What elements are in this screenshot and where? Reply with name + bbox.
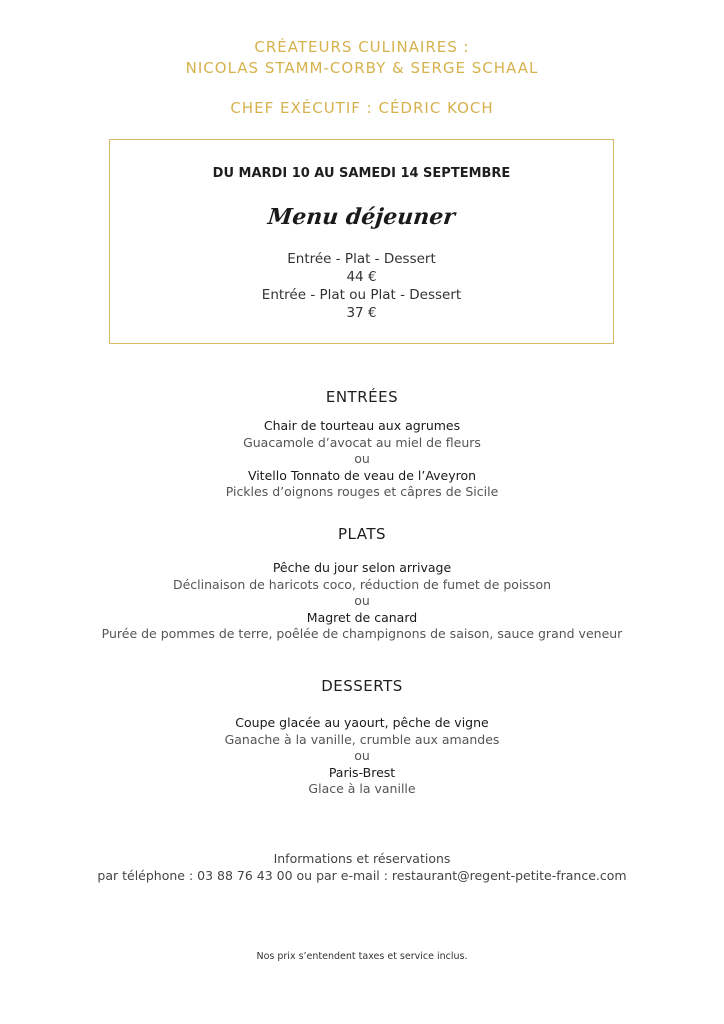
creators-names: NICOLAS STAMM-CORBY & SERGE SCHAAL bbox=[185, 59, 539, 77]
menu-dates: DU MARDI 10 AU SAMEDI 14 SEPTEMBRE bbox=[212, 166, 511, 181]
entree-dish-1: Chair de tourteau aux agrumes bbox=[263, 418, 461, 433]
desserts-title: DESSERTS bbox=[321, 677, 403, 695]
creators-heading bbox=[0, 37, 724, 79]
entree-or: ou bbox=[354, 451, 370, 466]
lunch-menu-box bbox=[109, 139, 614, 344]
entree-dish-2-detail: Pickles d’oignons rouges et câpres de Sicile bbox=[225, 484, 499, 499]
plat-dish-2: Magret de canard bbox=[306, 609, 418, 625]
menu-prices bbox=[110, 250, 613, 322]
plat-dish-2-detail: Purée de pommes de terre, poêlée de champignons de saison, sauce grand veneur bbox=[101, 626, 623, 641]
reservation-info bbox=[0, 850, 724, 884]
plat-dish-1: Pêche du jour selon arrivage bbox=[272, 560, 452, 575]
desserts-list bbox=[0, 715, 724, 798]
dessert-dish-1-detail: Ganache à la vanille, crumble aux amandes bbox=[224, 731, 500, 747]
creators-label: CRÉATEURS CULINAIRES : bbox=[254, 38, 470, 56]
plats-list bbox=[0, 560, 724, 643]
dessert-dish-2: Paris-Brest bbox=[328, 764, 396, 780]
menu-title: Menu déjeuner bbox=[266, 204, 457, 230]
plats-title: PLATS bbox=[337, 525, 387, 543]
price-three-course: 44 € bbox=[346, 269, 377, 285]
plat-or: ou bbox=[354, 593, 370, 608]
entrees-list bbox=[0, 418, 724, 501]
plat-dish-1-detail: Déclinaison de haricots coco, réduction de fumet de poisson bbox=[172, 576, 552, 592]
price-two-course: 37 € bbox=[346, 305, 377, 321]
reservation-contact: par téléphone : 03 88 76 43 00 ou par e-mail : restaurant@regent-petite-france.com bbox=[97, 868, 627, 883]
dessert-dish-1: Coupe glacée au yaourt, pêche de vigne bbox=[235, 715, 489, 730]
formula-two-course: Entrée - Plat ou Plat - Dessert bbox=[261, 287, 462, 303]
dessert-dish-2-detail: Glace à la vanille bbox=[308, 781, 416, 796]
reservation-title: Informations et réservations bbox=[273, 851, 451, 866]
price-note: Nos prix s’entendent taxes et service inclus. bbox=[256, 951, 468, 962]
entree-dish-2: Vitello Tonnato de veau de l’Aveyron bbox=[247, 467, 477, 483]
executive-chef: CHEF EXÉCUTIF : CÉDRIC KOCH bbox=[230, 99, 494, 117]
entrees-title: ENTRÉES bbox=[325, 388, 399, 406]
formula-three-course: Entrée - Plat - Dessert bbox=[287, 251, 436, 267]
entree-dish-1-detail: Guacamole d’avocat au miel de fleurs bbox=[243, 434, 481, 450]
dessert-or: ou bbox=[354, 748, 370, 763]
